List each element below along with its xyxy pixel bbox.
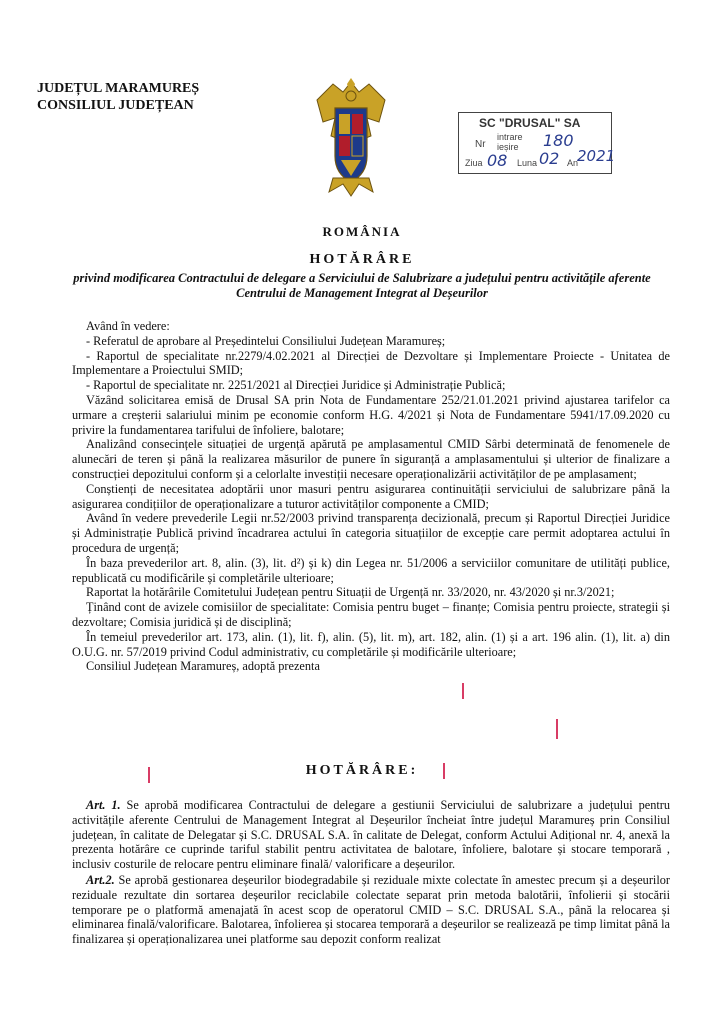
scan-artifact-mark [443, 763, 445, 779]
preamble-paragraph: În baza prevederilor art. 8, alin. (3), lit. d²) și k) din Legea nr. 51/2006 a serviciilor comunitare de utilități publice, republicată cu modificările și completările ulterioare; [72, 555, 670, 585]
stamp-luna-value: 02 [539, 149, 560, 168]
article-number: Art.2. [86, 872, 115, 887]
stamp-company: SC "DRUSAL" SA [479, 116, 581, 130]
article-text: Se aprobă gestionarea deșeurilor biodegradabile și reziduale mixte colectate în amestec precum și a deșeurilor reziduale rezultate din sortarea deșeurilor reciclabile colectate separat prin metoda balotării, înfolierii și stocării temporare pe o platformă amenajată în acest scop de operatorul CMID – S.C. DRUSAL S.A., până la relocarea și eliminarea finală/valorificare. Balotarea, înfolierea și stocarea temporară a deșeurilor se realizează pe timp limitat până la finalizarea și operaționalizarea unei platforme sau depozit conform realizat [72, 872, 670, 947]
article-number: Art. 1. [86, 798, 121, 812]
preamble-paragraph: Conștienți de necesitatea adoptării unor masuri pentru asigurarea continuității serviciului de salubrizare până la asigurarea condițiilor de operaționalizare a tuturor activităților componente a CMID; [72, 481, 670, 511]
preamble-paragraph: În temeiul prevederilor art. 173, alin. (1), lit. f), alin. (5), lit. m), art. 182, alin. (1) și a art. 196 alin. (1), lit. a) din O.U.G. nr. 57/2019 privind Codul administrativ, cu completările și modificările ulterioare; [72, 629, 670, 659]
preamble-item: - Raportul de specialitate nr. 2251/2021 al Direcției Juridice și Administrație Publică; [86, 378, 506, 393]
decision-subject: privind modificarea Contractului de delegare a Serviciului de Salubrizare a județului pentru activitățile aferente Centrului de Management Integrat al Deșeurilor [73, 271, 651, 300]
preamble-paragraph: Având în vedere prevederile Legii nr.52/2003 privind transparența decizională, precum și Raportul Direcției Juridice și Administrație Publică privind încadrarea actului în categoria situațiilor de excepție care permit adoptarea actului în procedura de urgență; [72, 511, 670, 555]
stamp-an-label: An [567, 158, 579, 168]
issuer-council: CONSILIUL JUDEȚEAN [37, 98, 194, 113]
document-type-heading: HOTĂRÂRE [309, 252, 415, 267]
stamp-an-value: 2021 [577, 147, 616, 165]
scan-artifact-mark [462, 683, 464, 699]
stamp-ziua-value: 08 [487, 151, 508, 170]
stamp-intrare-label: intrare [497, 132, 523, 142]
article-2 [72, 873, 670, 947]
scan-artifact-mark [148, 767, 150, 783]
country-heading: ROMÂNIA [322, 224, 402, 239]
stamp-nr-value: 180 [543, 131, 574, 150]
decision-heading: HOTĂRÂRE: [305, 763, 419, 778]
preamble-paragraph: Văzând solicitarea emisă de Drusal SA prin Nota de Fundamentare 252/21.01.2021 privind ajustarea tarifelor ca urmare a creșterii salariului minim pe economie conform H.G. 4/2021 și Nota de Fundamentare 5941/17.09.2020 cu privire la fundamentarea tarifului de înfoliere, balotare; [72, 392, 670, 437]
preamble-paragraph: Raportat la hotărârile Comitetului Județean pentru Situații de Urgență nr. 33/2020, nr. 43/2020 și nr.3/2021; [86, 585, 615, 600]
preamble-section [72, 319, 670, 674]
articles-section [72, 798, 670, 948]
preamble-intro: Având în vedere: [86, 319, 170, 333]
article-1 [72, 798, 670, 872]
preamble-item: - Referatul de aprobare al Președintelui Consiliului Județean Maramureș; [86, 333, 446, 348]
issuer-header [37, 80, 199, 114]
stamp-ziua-label: Ziua [465, 158, 483, 168]
stamp-nr-label: Nr [475, 139, 486, 150]
registration-stamp [458, 112, 616, 174]
preamble-item: - Raportul de specialitate nr.2279/4.02.2021 al Direcției de Dezvoltare și Implementare Proiecte - Unitatea de Implementare a Proiectului SMID; [72, 348, 670, 378]
preamble-paragraph: Ținând cont de avizele comisiilor de specialitate: Comisia pentru buget – finanțe; Comisia pentru proiecte, strategii și dezvoltare; Comisia juridică și de disciplină; [72, 600, 670, 629]
stamp-luna-label: Luna [517, 158, 538, 168]
preamble-adoption: Consiliul Județean Maramureș, adoptă prezenta [86, 659, 320, 674]
preamble-paragraph: Analizând consecințele situației de urgență apărută pe amplasamentul CMID Sârbi determinată de fenomenele de alunecări de teren și până la realizarea măsurilor de punere în siguranță a amplasamentului și ulterior de finalizare a construcției depozitului conform și a celorlalte investiții necesare operaționalizării activităților de pe amplasament; [72, 437, 670, 481]
scan-artifact-mark [556, 719, 558, 739]
stamp-iesire-label: ieșire [497, 142, 519, 152]
article-text: Se aprobă modificarea Contractului de delegare a gestiunii Serviciului de salubrizare a județului pentru activitățile aferente Centrului de Management Integrat al Deșeurilor încheiat între județul Maramureș prin Consiliul județean, în calitate de Delegatar și S.C. DRUSAL S.A. în calitate de Delegat, conform Actului Adițional nr. 4, anexă la prezenta hotărâre ce cuprinde tariful stabilit pentru activitatea de balotare, înfoliere, balotare și stocare temporară , inclusiv costurile de relocare pentru eliminare finală/ valorificare a deșeurilor. [72, 798, 671, 872]
issuer-county: JUDEȚUL MARAMUREȘ [37, 81, 200, 96]
coat-of-arms-icon [313, 78, 389, 198]
